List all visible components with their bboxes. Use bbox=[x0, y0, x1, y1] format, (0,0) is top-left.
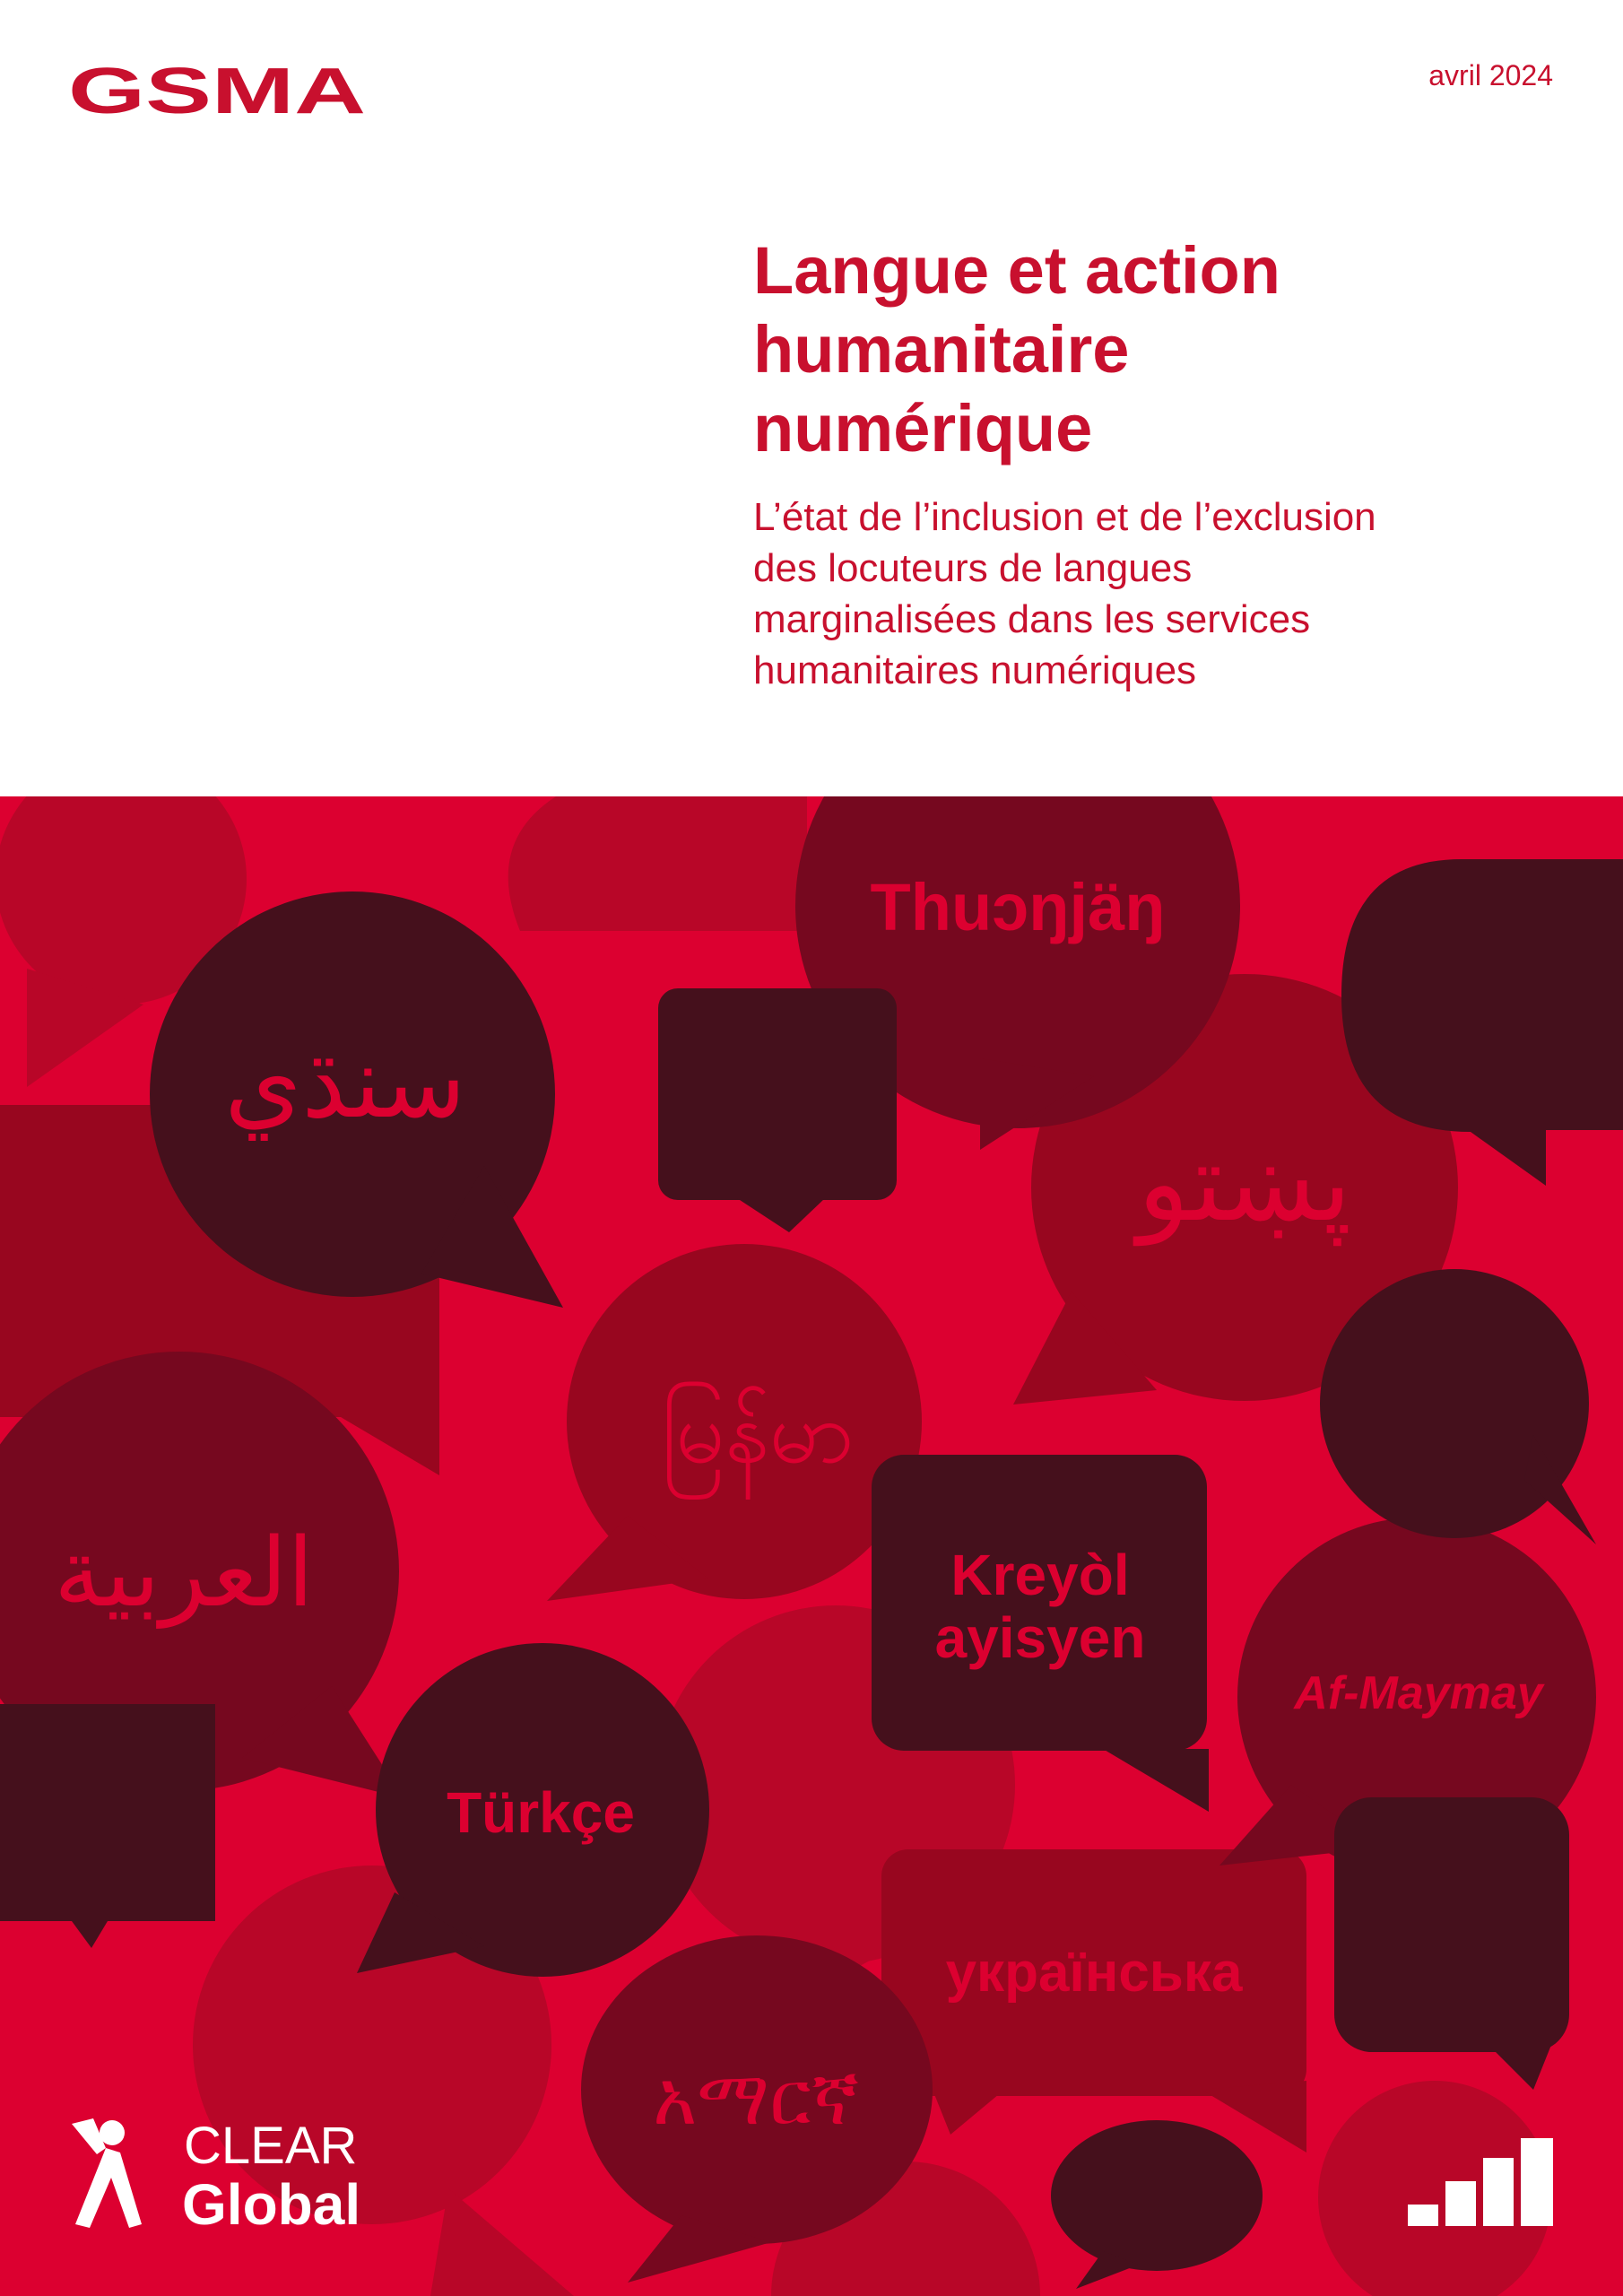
language-label-turkish: Türkçe bbox=[447, 1780, 635, 1845]
language-label-arabic: العربية bbox=[54, 1518, 314, 1628]
clear-global-mark-icon bbox=[72, 2118, 142, 2228]
language-label-dinka: Thuɔŋjäŋ bbox=[870, 870, 1166, 944]
language-label-pashto: پښتو bbox=[1137, 1121, 1352, 1246]
clear-global-line1: CLEAR bbox=[184, 2117, 358, 2175]
language-label-burmese: မြန်မာ bbox=[661, 1382, 855, 1483]
document-title: Langue et action humanitaire numérique bbox=[753, 233, 1280, 465]
language-label-sindhi: سنڌي bbox=[224, 1025, 466, 1140]
language-label-ukrainian: українська bbox=[945, 1942, 1243, 2004]
clear-global-line2: Global bbox=[182, 2172, 361, 2237]
publication-date: avril 2024 bbox=[1428, 59, 1553, 91]
language-label-haitian-creole-line1: Kreyòl bbox=[950, 1543, 1130, 1607]
gsma-logo bbox=[68, 63, 369, 118]
language-label-haitian-creole-line2: ayisyen bbox=[934, 1605, 1146, 1670]
clear-global-logo bbox=[72, 2117, 360, 2237]
speech-bubbles-illustration bbox=[0, 796, 1623, 2296]
document-subtitle: L’état de l’inclusion et de l’exclusion des locuteurs de langues marginalisées dans les services humanitaires numériques bbox=[753, 495, 1376, 692]
language-label-af-maymay: Af-Maymay bbox=[1294, 1667, 1543, 1719]
gsma-logo-wordmark: GSMA bbox=[68, 63, 366, 118]
language-label-amharic: አማርኛ bbox=[653, 2054, 859, 2142]
cover-artwork bbox=[0, 796, 1623, 2296]
